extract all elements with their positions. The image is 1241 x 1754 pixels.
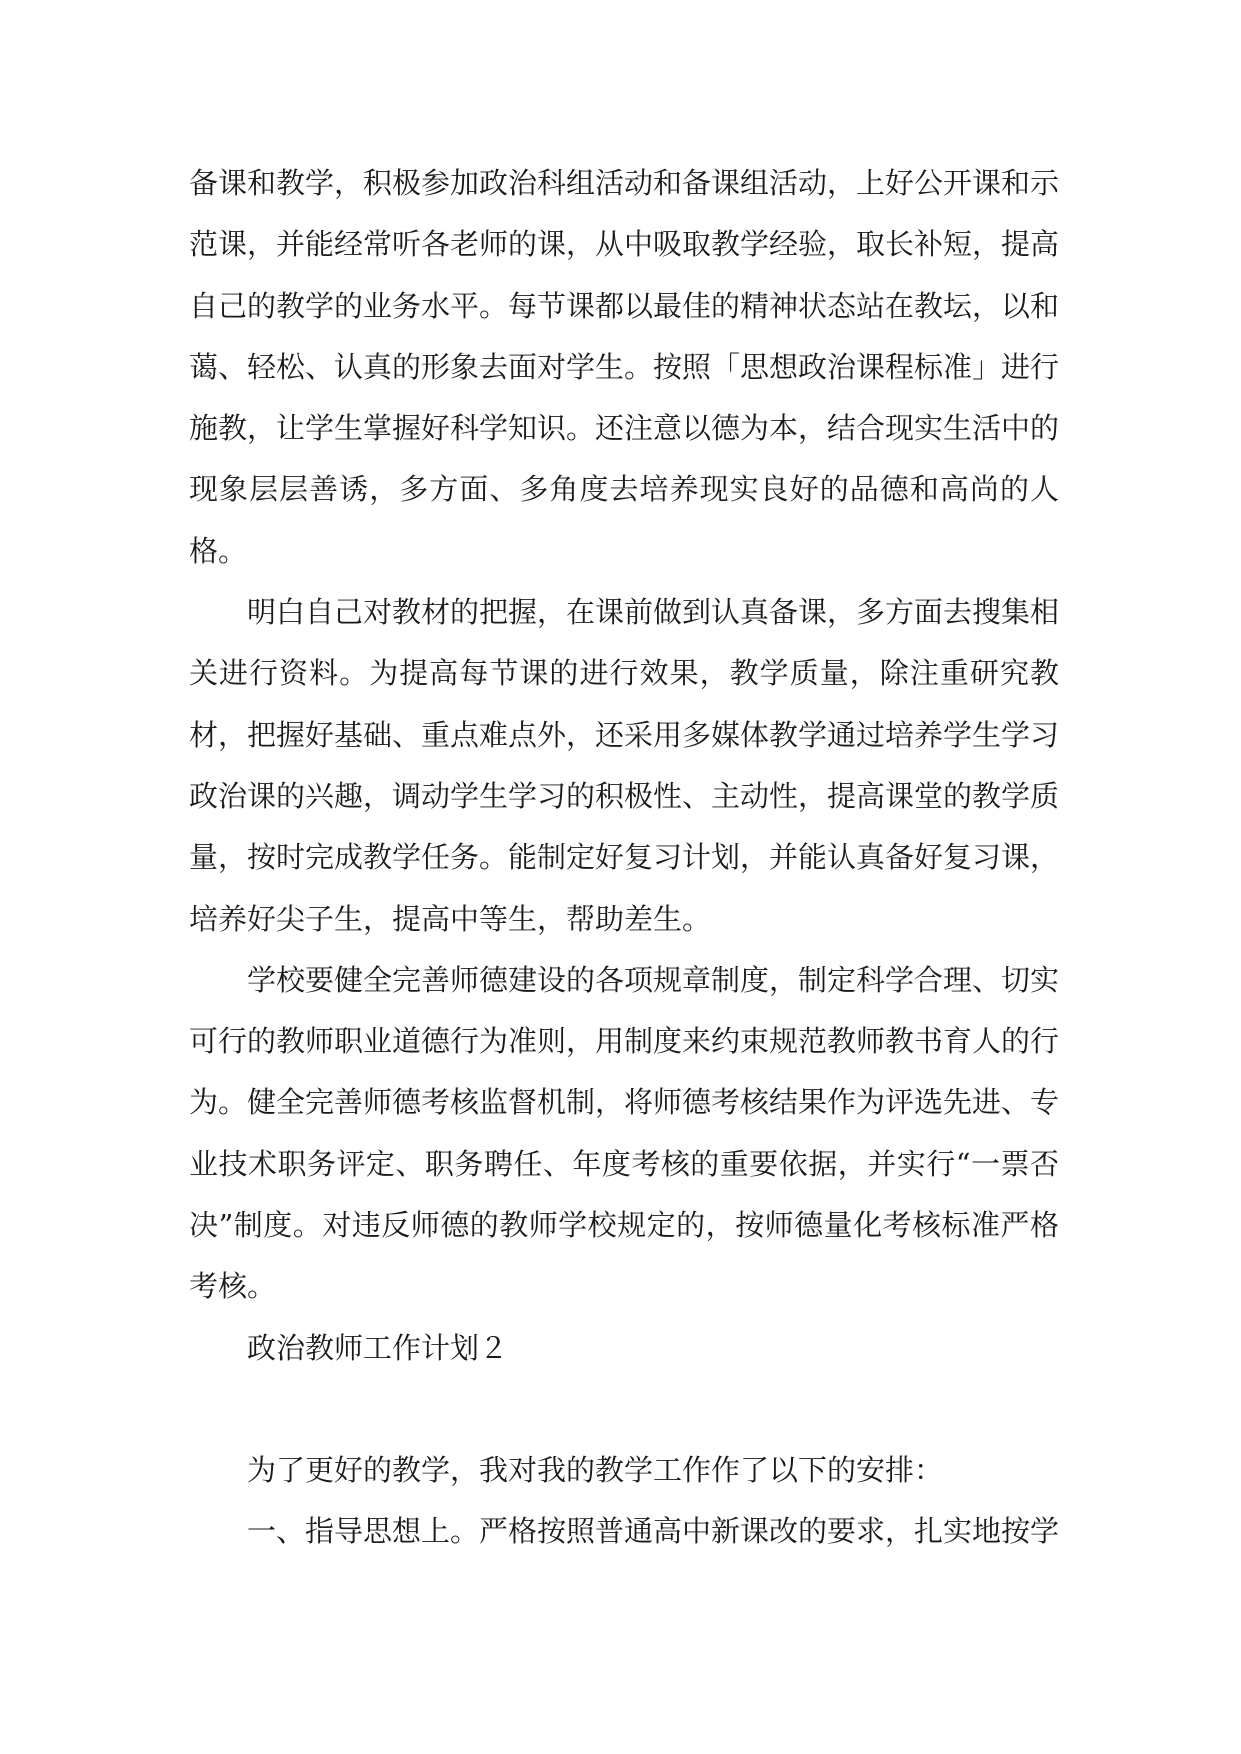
paragraph-textbook-preparation: 明白自己对教材的把握，在课前做到认真备课，多方面去搜集相关进行资料。为提高每节课的进行效果，教学质量，除注重研究教材，把握好基础、重点难点外，还采用多媒体教学通过培养学生学习政治课的兴趣，调动学生学习的积极性、主动性，提高课堂的教学质量，按时完成教学任务。能制定好复习计划，并能认真备好复习课，培养好尖子生，提高中等生，帮助差生。 xyxy=(189,595,1060,936)
paragraph-ethics-system: 学校要健全完善师德建设的各项规章制度，制定科学合理、切实可行的教师职业道德行为准则，用制度来约束规范教师教书育人的行为。健全完善师德考核监督机制，将师德考核结果作为评选先进、专业技术职务评定、职务聘任、年度考核的重要依据，并实行“一票否决”制度。对违反师德的教师学校规定的，按师德量化考核标准严格考核。 xyxy=(189,962,1060,1304)
paragraph-intro: 为了更好的教学，我对我的教学工作作了以下的安排： xyxy=(247,1452,944,1487)
paragraph-continuation: 备课和教学，积极参加政治科组活动和备课组活动，上好公开课和示范课，并能经常听各老师的课，从中吸取教学经验，取长补短，提高自己的教学的业务水平。每节课都以最佳的精神状态站在教坛，以和蔼、轻松、认真的形象去面对学生。按照「思想政治课程标准」进行施教，让学生掌握好科学知识。还注意以德为本，结合现实生活中的现象层层善诱，多方面、多角度去培养现实良好的品德和高尚的人格。 xyxy=(189,166,1060,568)
document-body xyxy=(189,153,1059,1563)
paragraph-point-1: 一、指导思想上。严格按照普通高中新课改的要求，扎实地按学 xyxy=(247,1514,1060,1549)
section-title: 政治教师工作计划２ xyxy=(247,1330,509,1365)
